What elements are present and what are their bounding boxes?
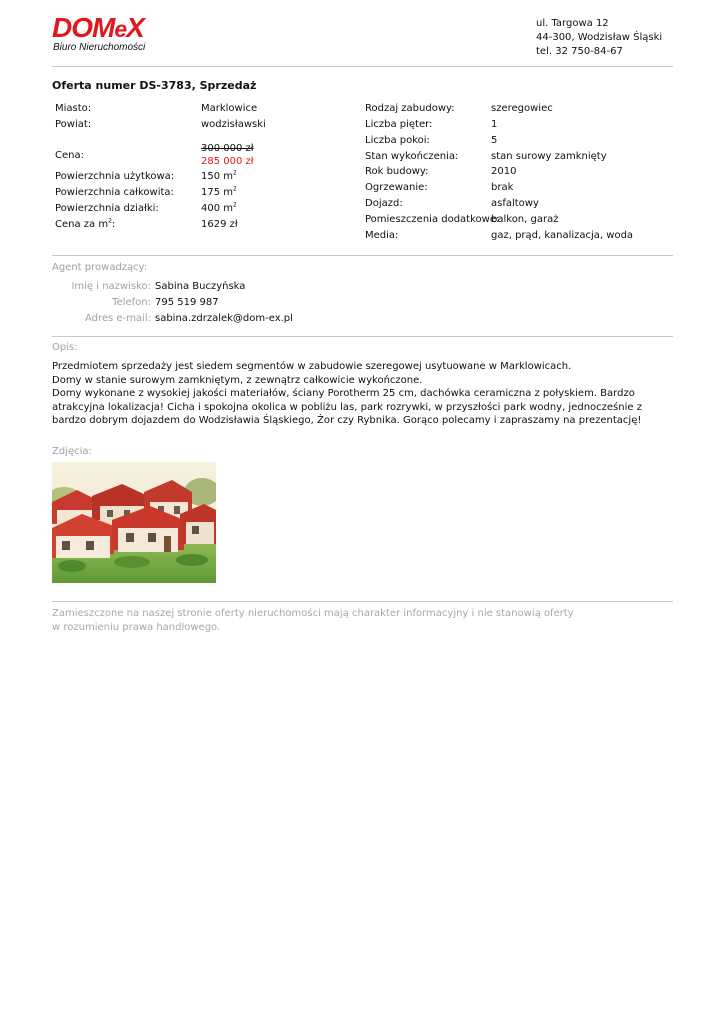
description-line: Domy wykonane z wysokiej jakości materiałów, ściany Porotherm 25 cm, dachówka ceramiczna z połyskiem. Bardzo atrakcyjna lokalizacja! Cicha i spokojna okolica w pobliżu las, park rozrywki, w przyszłości park wodny, jednocześnie z bardzo dobrym dojazdem do Wodzisławia Śląskiego, Żor czy Rybnika. Gorąco polecamy i zapraszamy na prezentację! [52,388,642,427]
description-text [52,360,677,428]
address-city: 44-300, Wodzisław Śląski [536,32,663,43]
agent-name-label: Imię i nazwisko: [71,281,151,292]
total-area-value: 175 $m^2$ [201,185,237,198]
address-street: ul. Targowa 12 [536,18,609,29]
usable-area-value: 150 $m^2$ [201,169,237,182]
divider [52,255,673,256]
address-phone: tel. 32 750-84-67 [536,46,623,57]
agent-name: Sabina Buczyńska [155,281,246,292]
disclaimer-line: w rozumieniu prawa handlowego. [52,622,221,633]
divider [52,66,673,67]
floors-label: Liczba pięter: [365,119,433,130]
description-line: Domy w stanie surowym zamkniętym, z zewnątrz całkowicie wykończone. [52,374,423,386]
agent-phone-label: Telefon: [112,297,151,308]
usable-area-label: Powierzchnia użytkowa: [55,171,175,182]
company-logo [52,14,145,53]
access-label: Dojazd: [365,198,403,209]
agent-email-label: Adres e-mail: [84,313,151,324]
divider [52,336,673,337]
rooms-value: 5 [491,135,498,146]
logo-subtitle: Biuro Nieruchomości [53,42,146,53]
year-label: Rok budowy: [365,166,429,177]
building-type-value: szeregowiec [491,103,553,114]
agent-email[interactable]: sabina.zdrzalek@dom-ex.pl [155,313,293,324]
price-per-m2-value: 1629 zł [201,219,238,230]
city-label: Miasto: [55,103,92,114]
utilities-value: gaz, prąd, kanalizacja, woda [491,230,634,241]
description-line: Przedmiotem sprzedaży jest siedem segmentów w zabudowie szeregowej usytuowane w Marklowicach. [52,361,572,372]
utilities-label: Media: [365,230,399,241]
property-photo[interactable] [52,462,216,583]
county-value: wodzisławski [201,119,266,130]
offer-title: Oferta numer DS-3783, Sprzedaż [52,79,257,92]
finish-value: stan surowy zamknięty [491,151,607,162]
new-price: 285 000 zł [201,156,254,167]
photos-section-label: Zdjęcia: [52,446,92,457]
agent-section-label: Agent prowadzący: [52,262,148,273]
county-label: Powiat: [55,119,92,130]
city-value: Marklowice [201,103,258,114]
price-label: Cena: [55,150,84,161]
price-per-m2-label: Cena za $m^2$: [55,217,116,230]
year-value: 2010 [491,166,517,177]
floors-value: 1 [491,119,498,130]
agent-phone[interactable]: 795 519 987 [155,297,219,308]
plot-area-label: Powierzchnia działki: [55,203,159,214]
rooms-label: Liczba pokoi: [365,135,430,146]
company-address [536,17,662,59]
building-type-label: Rodzaj zabudowy: [365,103,455,114]
disclaimer [52,607,574,635]
description-section-label: Opis: [52,342,78,353]
disclaimer-line: Zamieszczone na naszej stronie oferty nieruchomości mają charakter informacyjny i nie stanowią oferty [52,608,574,619]
heating-label: Ogrzewanie: [365,182,428,193]
logo-wordmark: DOMeX [52,12,144,43]
plot-area-value: 400 $m^2$ [201,201,237,214]
heating-value: brak [491,182,514,193]
total-area-label: Powierzchnia całkowita: [55,187,174,198]
finish-label: Stan wykończenia: [365,151,459,162]
divider [52,601,673,602]
access-value: asfaltowy [491,198,539,209]
extra-rooms-label: Pomieszczenia dodatkowe: [365,214,500,225]
old-price: 300 000 zł [201,143,254,154]
extra-rooms-value: balkon, garaż [491,214,559,225]
